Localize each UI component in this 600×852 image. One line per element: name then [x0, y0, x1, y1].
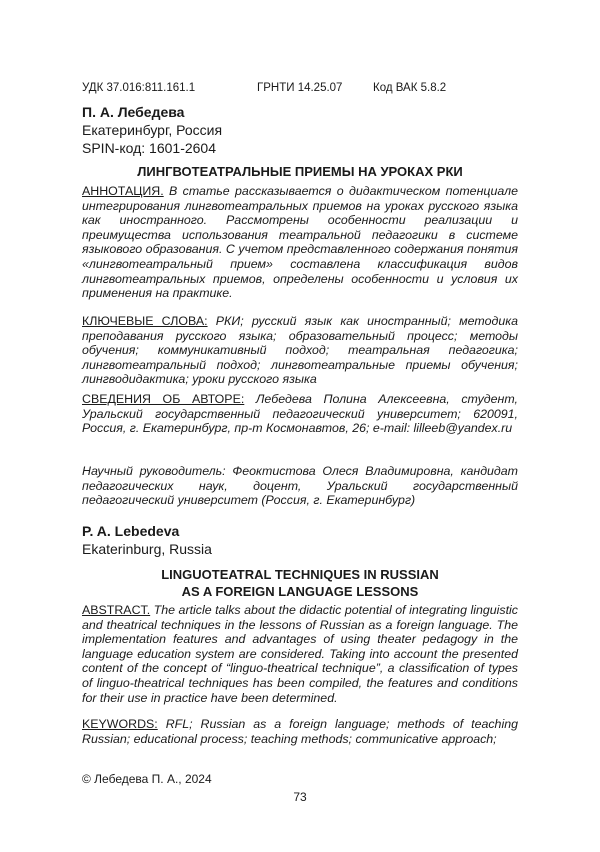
copyright-notice: © Лебедева П. А., 2024	[82, 772, 212, 786]
about-author-text: Лебедева Полина Алексеевна, студент, Уральский государственный педагогический университет; 620091, Россия, г. Екатеринбург, пр-т Космонавтов, 26; e-mail: lilleeb@yandex.ru	[82, 392, 518, 436]
supervisor-info	[82, 464, 518, 508]
udk-code: УДК 37.016:811.161.1	[82, 82, 196, 94]
grnti-code: ГРНТИ 14.25.07	[257, 82, 343, 94]
annotation-ru	[82, 184, 518, 301]
keywords-ru-label: КЛЮЧЕВЫЕ СЛОВА:	[82, 314, 208, 328]
keywords-en-text: RFL; Russian as a foreign language; methods of teaching Russian; educational process; teaching methods; communicative approach;	[82, 717, 518, 746]
about-author-label: СВЕДЕНИЯ ОБ АВТОРЕ:	[82, 392, 245, 406]
annotation-text: В статье рассказывается о дидактическом потенциале интегрирования лингвотеатральных приемов на уроках русского языка как иностранного. Рассмотрены особенности реализации и преимущества использования театральной педагогики в системе языкового образования. С учетом представленного содержания понятия «лингвотеатральный прием» составлена классификация видов лингвотеатральных приемов, определены особенности и условия их применения на практике.	[82, 184, 518, 301]
abstract-en	[82, 603, 518, 705]
vak-code: Код ВАК 5.8.2	[373, 82, 447, 94]
author-spin: SPIN-код: 1601-2604	[82, 140, 216, 156]
keywords-en	[82, 717, 518, 746]
title-en-line1: LINGUOTEATRAL TECHNIQUES IN RUSSIAN	[161, 567, 439, 582]
article-title-ru: ЛИНГВОТЕАТРАЛЬНЫЕ ПРИЕМЫ НА УРОКАХ РКИ	[137, 164, 463, 179]
abstract-text: The article talks about the didactic potential of integrating linguistic and theatrical techniques in the lessons of Russian as a foreign language. The implementation features and advantages of using theater pedagogy in the language education system are considered. Taking into account the presented content of the concept of “linguo-theatrical technique”, a classification of types of linguo-theatrical techniques has been compiled, the features and conditions for their use in practice have been determined.	[82, 603, 518, 705]
keywords-ru-text: РКИ; русский язык как иностранный; методика преподавания русского языка; образовательный процесс; методы обучения; коммуникативный подход; театральная педагогика; лингвотеатральный подход; лингвотеатральные приемы обучения; лингводидактика; уроки русского языка	[82, 314, 518, 387]
author-name-ru: П. А. Лебедева	[82, 104, 185, 120]
author-block-ru	[82, 103, 222, 157]
author-city-ru: Екатеринбург, Россия	[82, 122, 223, 138]
keywords-en-label: KEYWORDS:	[82, 717, 158, 731]
author-city-en: Ekaterinburg, Russia	[82, 541, 212, 557]
about-author	[82, 392, 518, 436]
article-title-en	[82, 566, 518, 600]
keywords-ru	[82, 314, 518, 387]
author-name-en: P. A. Lebedeva	[82, 523, 180, 539]
supervisor-text: Научный руководитель: Феоктистова Олеся Владимировна, кандидат педагогических наук, доцент, Уральский государственный педагогический университет (Россия, г. Екатеринбург)	[82, 464, 518, 508]
page-number: 73	[293, 790, 307, 804]
annotation-label: АННОТАЦИЯ.	[82, 184, 164, 198]
title-en-line2: AS A FOREIGN LANGUAGE LESSONS	[181, 584, 419, 599]
abstract-label: ABSTRACT.	[82, 603, 151, 617]
author-block-en	[82, 522, 212, 558]
